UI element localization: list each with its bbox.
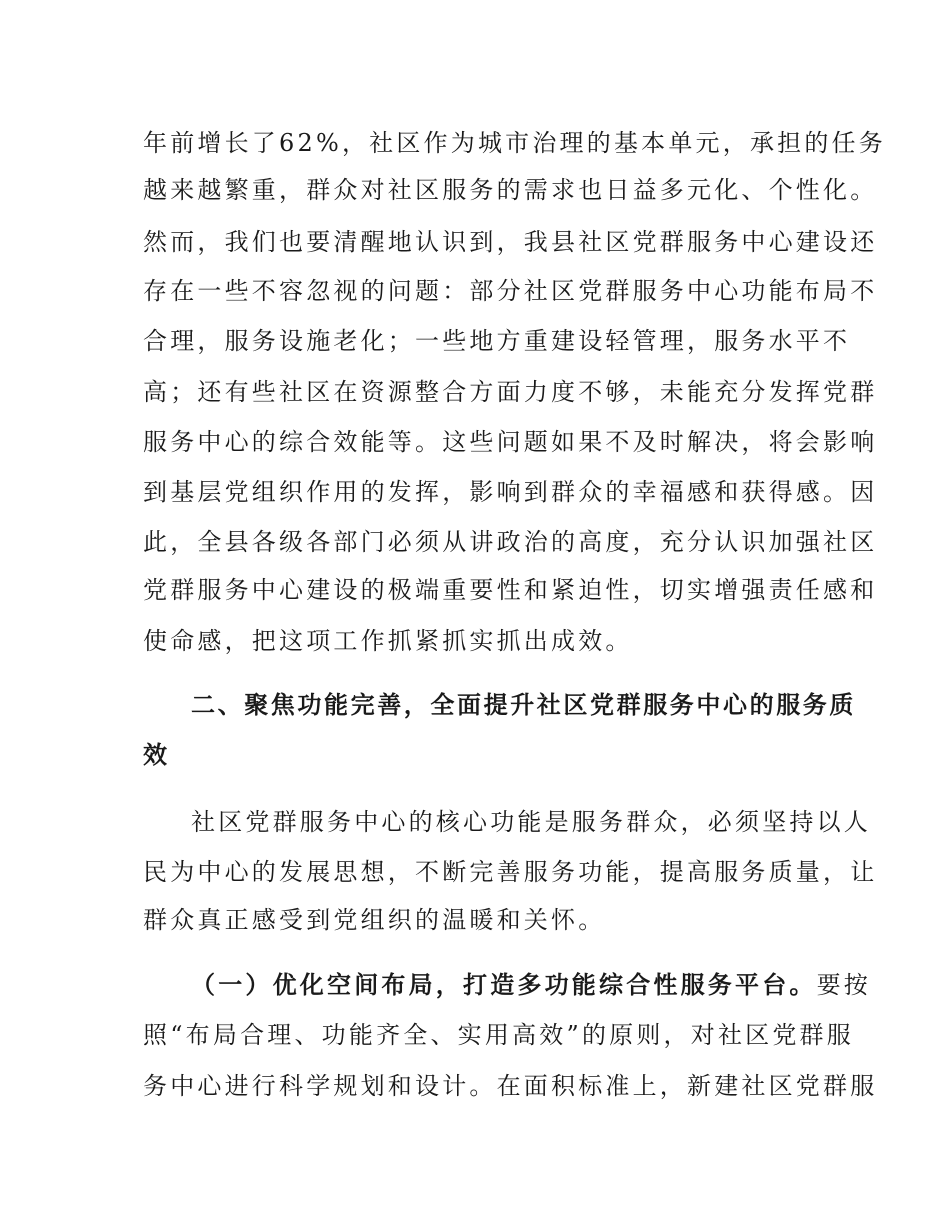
section-heading-continued: 效	[143, 741, 170, 769]
paragraph-line: 存在一些不容忽视的问题：部分社区党群服务中心功能布局不	[143, 277, 878, 305]
paragraph-line: 务中心进行科学规划和设计。在面积标准上，新建社区党群服	[143, 1072, 878, 1100]
paragraph-line: 群众真正感受到党组织的温暖和关怀。	[143, 906, 606, 934]
paragraph-line: 使命感，把这项工作抓紧抓实抓出成效。	[143, 627, 633, 655]
paragraph-line-with-lead	[191, 970, 871, 1000]
paragraph-line: 照“布局合理、功能齐全、实用高效”的原则，对社区党群服	[143, 1021, 854, 1049]
paragraph-line: 到基层党组织作用的发挥，影响到群众的幸福感和获得感。因	[143, 478, 878, 506]
subsection-lead: （一）优化空间布局，打造多功能综合性服务平台。	[191, 971, 817, 999]
section-heading: 二、聚焦功能完善，全面提升社区党群服务中心的服务质	[191, 691, 856, 719]
paragraph-text: 要按	[816, 971, 872, 999]
paragraph-line: 然而，我们也要清醒地认识到，我县社区党群服务中心建设还	[143, 228, 878, 256]
paragraph-line: 越来越繁重，群众对社区服务的需求也日益多元化、个性化。	[143, 176, 878, 204]
paragraph-line: 高；还有些社区在资源整合方面力度不够，未能充分发挥党群	[143, 378, 878, 406]
paragraph-line: 民为中心的发展思想，不断完善服务功能，提高服务质量，让	[143, 858, 878, 886]
paragraph-line: 党群服务中心建设的极端重要性和紧迫性，切实增强责任感和	[143, 576, 878, 604]
paragraph-line: 社区党群服务中心的核心功能是服务群众，必须坚持以人	[191, 808, 871, 836]
paragraph-line: 年前增长了62%，社区作为城市治理的基本单元，承担的任务	[143, 129, 886, 157]
paragraph-line: 服务中心的综合效能等。这些问题如果不及时解决，将会影响	[143, 428, 878, 456]
paragraph-line: 合理，服务设施老化；一些地方重建设轻管理，服务水平不	[143, 327, 851, 355]
paragraph-line: 此，全县各级各部门必须从讲政治的高度，充分认识加强社区	[143, 528, 878, 556]
